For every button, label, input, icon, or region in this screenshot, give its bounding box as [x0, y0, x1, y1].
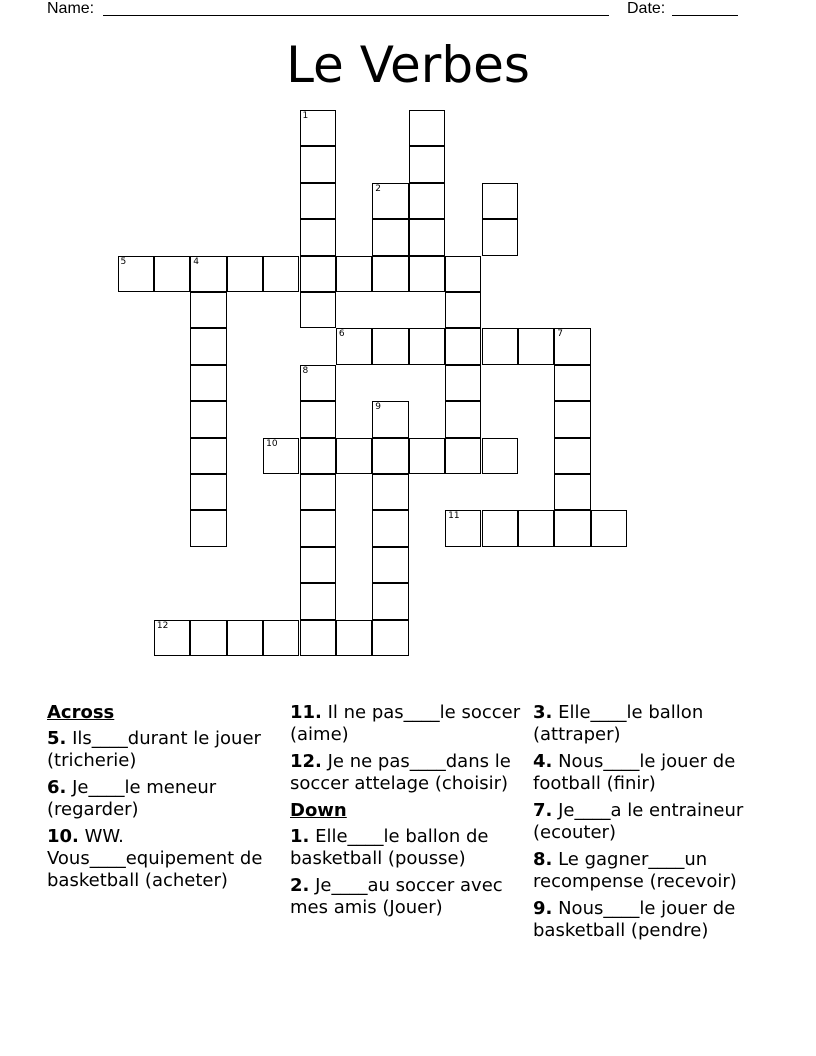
- grid-cell[interactable]: [372, 510, 408, 546]
- grid-cell[interactable]: [336, 620, 372, 656]
- clue-item-number: 11.: [290, 702, 322, 723]
- clue-item-number: 4.: [533, 751, 553, 772]
- grid-cell[interactable]: [190, 474, 226, 510]
- clue-item: [533, 849, 765, 893]
- clue-item-text: Le gagner____un recompense (recevoir): [533, 849, 737, 892]
- clue-item: [47, 826, 279, 892]
- grid-cell[interactable]: [300, 110, 336, 146]
- grid-cell[interactable]: [591, 510, 627, 546]
- grid-cell[interactable]: [336, 438, 372, 474]
- clue-item: [533, 800, 765, 844]
- clue-item: [533, 702, 765, 746]
- name-label: Name:: [47, 0, 95, 17]
- clue-item: [290, 751, 522, 795]
- grid-cell[interactable]: [372, 547, 408, 583]
- down-heading: Down: [290, 800, 347, 821]
- clue-item-number: 2.: [290, 875, 310, 896]
- grid-cell[interactable]: [372, 219, 408, 255]
- clue-item: [290, 826, 522, 870]
- grid-cell[interactable]: [154, 256, 190, 292]
- clue-item-text: Nous____le jouer de basketball (pendre): [533, 898, 736, 941]
- clue-item-text: Je ne pas____dans le soccer attelage (choisir): [290, 751, 511, 794]
- grid-cell[interactable]: [372, 401, 408, 437]
- grid-cell[interactable]: [372, 256, 408, 292]
- grid-cell[interactable]: [482, 328, 518, 364]
- grid-cell[interactable]: [190, 510, 226, 546]
- grid-cell[interactable]: [554, 474, 590, 510]
- page-title: Le Verbes: [286, 36, 530, 94]
- grid-cell[interactable]: [263, 620, 299, 656]
- clue-item-number: 5.: [47, 728, 67, 749]
- grid-cell[interactable]: [409, 219, 445, 255]
- grid-cell[interactable]: [409, 256, 445, 292]
- clue-item-number: 7.: [533, 800, 553, 821]
- grid-cell[interactable]: [300, 256, 336, 292]
- grid-cell[interactable]: [190, 620, 226, 656]
- across-heading: Across: [47, 702, 115, 723]
- across-clue-list-cont: [290, 702, 522, 795]
- clue-item: [290, 702, 522, 746]
- grid-cell[interactable]: [372, 583, 408, 619]
- grid-cell[interactable]: [372, 474, 408, 510]
- clue-item-number: 3.: [533, 702, 553, 723]
- grid-cell[interactable]: [300, 547, 336, 583]
- clue-number: 9: [375, 402, 382, 413]
- grid-cell[interactable]: [409, 183, 445, 219]
- clue-item-text: Elle____le ballon de basketball (pousse): [290, 826, 489, 869]
- grid-cell[interactable]: [263, 438, 299, 474]
- grid-cell[interactable]: [554, 328, 590, 364]
- clue-item-text: WW. Vous____equipement de basketball (acheter): [47, 826, 263, 891]
- clues-column-3: [533, 702, 765, 947]
- grid-cell[interactable]: [445, 328, 481, 364]
- grid-cell[interactable]: [409, 438, 445, 474]
- down-clue-list-cont: [533, 702, 765, 942]
- grid-cell[interactable]: [518, 328, 554, 364]
- grid-cell[interactable]: [300, 292, 336, 328]
- clue-number: 10: [266, 438, 278, 449]
- grid-cell[interactable]: [409, 146, 445, 182]
- grid-cell[interactable]: [554, 510, 590, 546]
- grid-cell[interactable]: [190, 438, 226, 474]
- grid-cell[interactable]: [190, 365, 226, 401]
- clue-item: [533, 898, 765, 942]
- clue-number: 6: [338, 329, 345, 340]
- clue-item-number: 6.: [47, 777, 67, 798]
- clues-column-1: [47, 702, 279, 897]
- clue-number: 2: [375, 183, 382, 194]
- clue-item-text: Je____au soccer avec mes amis (Jouer): [290, 875, 503, 918]
- grid-cell[interactable]: [227, 620, 263, 656]
- clue-number: 11: [448, 511, 460, 522]
- grid-cell[interactable]: [118, 256, 154, 292]
- clue-item-number: 9.: [533, 898, 553, 919]
- grid-cell[interactable]: [300, 183, 336, 219]
- grid-cell[interactable]: [445, 401, 481, 437]
- clue-item-number: 12.: [290, 751, 322, 772]
- grid-cell[interactable]: [445, 510, 481, 546]
- clue-number: 4: [193, 256, 200, 267]
- grid-cell[interactable]: [154, 620, 190, 656]
- clue-item-text: Je____le meneur (regarder): [47, 777, 217, 820]
- date-label: Date:: [627, 0, 666, 17]
- clues-column-2: [290, 702, 522, 924]
- grid-cell[interactable]: [190, 401, 226, 437]
- grid-cell[interactable]: [445, 256, 481, 292]
- grid-cell[interactable]: [372, 328, 408, 364]
- clue-item-text: Nous____le jouer de football (finir): [533, 751, 736, 794]
- clue-item: [47, 728, 279, 772]
- grid-cell[interactable]: [482, 219, 518, 255]
- grid-cell[interactable]: [445, 292, 481, 328]
- clue-item-number: 8.: [533, 849, 553, 870]
- grid-cell[interactable]: [227, 256, 263, 292]
- grid-cell[interactable]: [482, 510, 518, 546]
- clue-item-text: Elle____le ballon (attraper): [533, 702, 704, 745]
- clue-item: [47, 777, 279, 821]
- grid-cell[interactable]: [263, 256, 299, 292]
- grid-cell[interactable]: [445, 438, 481, 474]
- grid-cell[interactable]: [482, 438, 518, 474]
- grid-cell[interactable]: [554, 365, 590, 401]
- grid-cell[interactable]: [372, 620, 408, 656]
- grid-cell[interactable]: [554, 438, 590, 474]
- clue-number: 5: [120, 256, 127, 267]
- clue-number: 7: [557, 329, 564, 340]
- grid-cell[interactable]: [445, 365, 481, 401]
- grid-cell[interactable]: [372, 438, 408, 474]
- grid-cell[interactable]: [482, 183, 518, 219]
- clue-item: [290, 875, 522, 919]
- clue-number: 1: [302, 111, 309, 121]
- grid-cell[interactable]: [300, 401, 336, 437]
- clue-item: [533, 751, 765, 795]
- grid-cell[interactable]: [372, 183, 408, 219]
- grid-cell[interactable]: [300, 146, 336, 182]
- grid-cell[interactable]: [300, 510, 336, 546]
- clue-item-number: 1.: [290, 826, 310, 847]
- grid-cell[interactable]: [336, 256, 372, 292]
- grid-cell[interactable]: [190, 292, 226, 328]
- clue-number: 8: [302, 365, 309, 376]
- grid-cell[interactable]: [190, 256, 226, 292]
- grid-cell[interactable]: [300, 438, 336, 474]
- across-clue-list: [47, 728, 279, 892]
- grid-cell[interactable]: [409, 328, 445, 364]
- grid-cell[interactable]: [300, 219, 336, 255]
- clue-item-number: 10.: [47, 826, 79, 847]
- clue-item-text: Il ne pas____le soccer (aime): [290, 702, 521, 745]
- grid-cell[interactable]: [336, 328, 372, 364]
- grid-cell[interactable]: [190, 328, 226, 364]
- grid-cell[interactable]: [300, 583, 336, 619]
- grid-cell[interactable]: [518, 510, 554, 546]
- down-clue-list: [290, 826, 522, 919]
- clue-number: 12: [156, 620, 169, 631]
- grid-cell[interactable]: [409, 110, 445, 146]
- grid-cell[interactable]: [300, 620, 336, 656]
- grid-cell[interactable]: [554, 401, 590, 437]
- clue-item-text: Ils____durant le jouer (tricherie): [47, 728, 261, 771]
- grid-cell[interactable]: [300, 365, 336, 401]
- clue-item-text: Je____a le entraineur (ecouter): [533, 800, 744, 843]
- grid-cell[interactable]: [300, 474, 336, 510]
